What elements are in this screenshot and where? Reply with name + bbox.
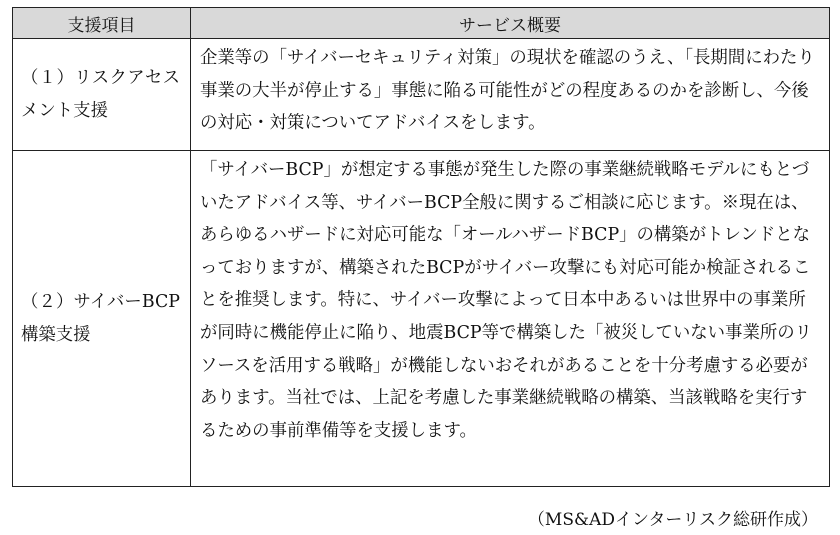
header-service-summary: サービス概要: [191, 8, 830, 39]
source-note: （MS&ADインターリスク総研作成）: [527, 510, 818, 530]
support-item-cell: （２）サイバーBCP構築支援: [13, 151, 191, 487]
support-table: [12, 7, 830, 487]
support-item-cell: （１）リスクアセスメント支援: [13, 39, 191, 151]
service-summary-cell: 企業等の「サイバーセキュリティ対策」の現状を確認のうえ、「長期間にわたり事業の大半が停止する」事態に陥る可能性がどの程度あるのかを診断し、今後の対応・対策についてアドバイスをします。: [191, 39, 830, 151]
header-row: [13, 8, 830, 39]
service-summary-cell: 「サイバーBCP」が想定する事態が発生した際の事業継続戦略モデルにもとづいたアドバイス等、サイバーBCP全般に関するご相談に応じます。※現在は、あらゆるハザードに対応可能な「オールハザードBCP」の構築がトレンドとなっておりますが、構築されたBCPがサイバー攻撃にも対応可能か検証されることを推奨します。特に、サイバー攻撃によって日本中あるいは世界中の事業所が同時に機能停止に陥り、地震BCP等で構築した「被災していない事業所のリソースを活用する戦略」が機能しないおそれがあることを十分考慮する必要があります。当社では、上記を考慮した事業継続戦略の構築、当該戦略を実行するための事前準備等を支援します。: [191, 151, 830, 487]
table-row: [13, 151, 830, 487]
table-row: [13, 39, 830, 151]
header-support-item: 支援項目: [13, 8, 191, 39]
